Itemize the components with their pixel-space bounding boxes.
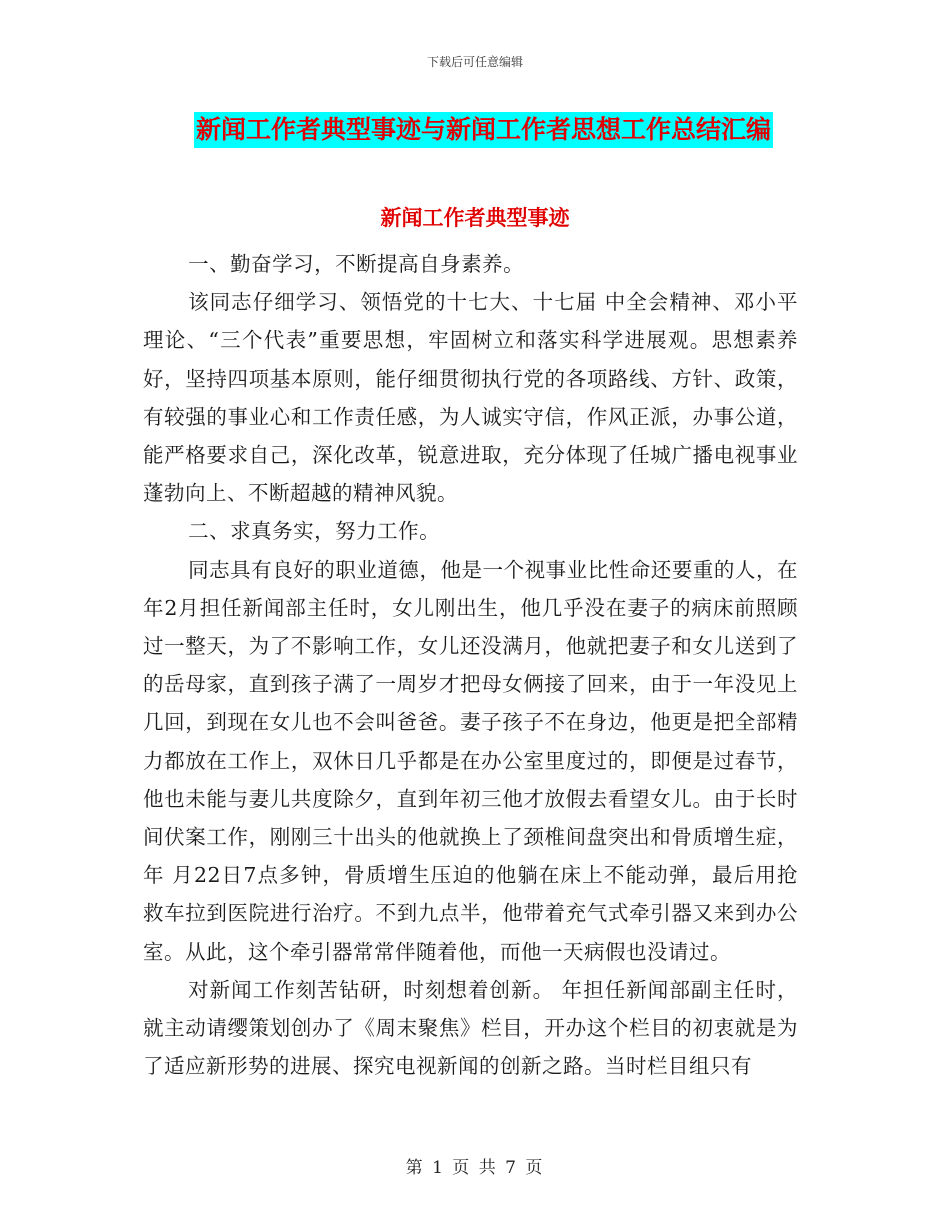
header-note: 下载后可任意编辑	[426, 55, 523, 69]
paragraph-heading-1: 一、勤奋学习，不断提高自身素养。	[188, 252, 525, 276]
page-footer: 第 1 页 共 7 页	[405, 1158, 545, 1178]
document-title: 新闻工作者典型事迹与新闻工作者思想工作总结汇编	[194, 112, 773, 148]
paragraph: 对新闻工作刻苦钻研，时刻想着创新。 年担任新闻部副主任时，就主动请缨策划创办了《周末聚焦》栏目，开办这个栏目的初衷就是为了适应新形势的进展、探究电视新闻的创新之路。当时栏目组只有	[143, 977, 798, 1079]
document-body	[143, 245, 798, 1085]
paragraph: 同志具有良好的职业道德，他是一个视事业比性命还要重的人，在 年2月担任新闻部主任时，女儿刚出生，他几乎没在妻子的病床前照顾过一整天，为了不影响工作，女儿还没满月，他就把妻子和女儿送到了 的岳母家，直到孩子满了一周岁才把母女俩接了回来，由于一年没见上几回，到现在女儿也不会叫爸爸。妻子孩子不在身边，他更是把全部精力都放在工作上，双休日几乎都是在办公室里度过的，即便是过春节，他也未能与妻儿共度除夕，直到年初三他才放假去看望女儿。由于长时间伏案工作，刚刚三十出头的他就换上了颈椎间盘突出和骨质增生症， 年 月22日7点多钟，骨质增生压迫的他躺在床上不能动弹，最后用抢救车拉到医院进行治疗。不到九点半，他带着充气式牵引器又来到办公室。从此，这个牵引器常常伴随着他，而他一天病假也没请过。	[143, 557, 798, 964]
paragraph-heading-2: 二、求真务实，努力工作。	[188, 519, 441, 544]
paragraph: 该同志仔细学习、领悟党的十七大、十七届 中全会精神、邓小平理论、“三个代表”重要思想，牢固树立和落实科学进展观。思想素养好，坚持四项基本原则，能仔细贯彻执行党的各项路线、方针、政策，有较强的事业心和工作责任感，为人诚实守信，作风正派，办事公道，能严格要求自己，深化改革，锐意进取，充分体现了任城广播电视事业蓬勃向上、不断超越的精神风貌。	[143, 290, 798, 506]
section-title: 新闻工作者典型事迹	[380, 205, 570, 230]
